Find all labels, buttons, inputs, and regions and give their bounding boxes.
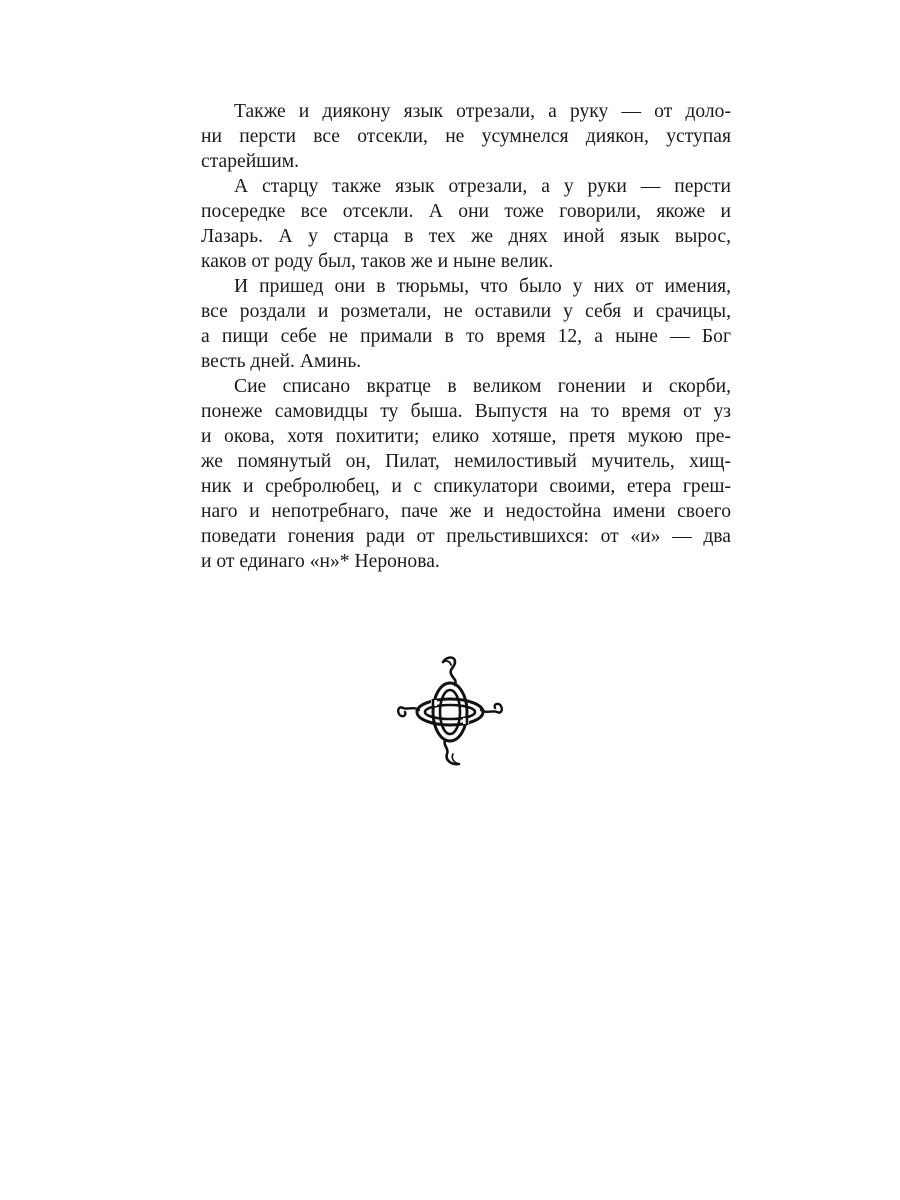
text-line: и от единаго «н»* Неронова. [201,551,440,572]
paragraph-4 [168,374,731,574]
paragraph-2 [168,174,731,274]
text-line: ник и сребролюбец, и с спикулатори своими, етера греш- [201,476,731,497]
text-line: понеже самовидцы ту быша. Выпустя на то время от уз [201,401,731,422]
document-page [168,99,731,574]
text-line: посередке все отсекли. А они тоже говорили, якоже и [201,201,731,222]
text-line: а пищи себе не примали в то время 12, а ныне — Бог [201,326,731,347]
text-line: Также и диякону язык отрезали, а руку — от доло- [234,101,731,122]
text-line: А старцу также язык отрезали, а у руки — персти [234,176,731,197]
text-line: ни персти все отсекли, не усумнелся диякон, уступая [201,126,731,147]
text-line: все роздали и розметали, не оставили у себя и срачицы, [201,301,731,322]
text-line: И пришед они в тюрьмы, что было у них от имения, [234,276,731,297]
paragraph-3 [168,274,731,374]
text-line: Лазарь. А у старца в тех же днях иной язык вырос, [201,226,731,247]
text-line: поведати гонения ради от прельстившихся: от «и» — два [201,526,731,547]
text-line: весть дней. Аминь. [201,351,362,372]
text-line: старейшим. [201,151,300,172]
text-line: Сие списано вкратце в великом гонении и скорби, [234,376,731,397]
paragraph-1 [168,99,731,174]
text-line: каков от роду был, таков же и ныне велик. [201,251,554,272]
celtic-knot-ornament-icon [393,652,507,770]
text-line: и окова, хотя похитити; елико хотяше, претя мукою пре- [201,426,731,447]
text-line: же помянутый он, Пилат, немилостивый мучитель, хищ- [201,451,731,472]
text-line: наго и непотребнаго, паче же и недостойна имени своего [201,501,731,522]
